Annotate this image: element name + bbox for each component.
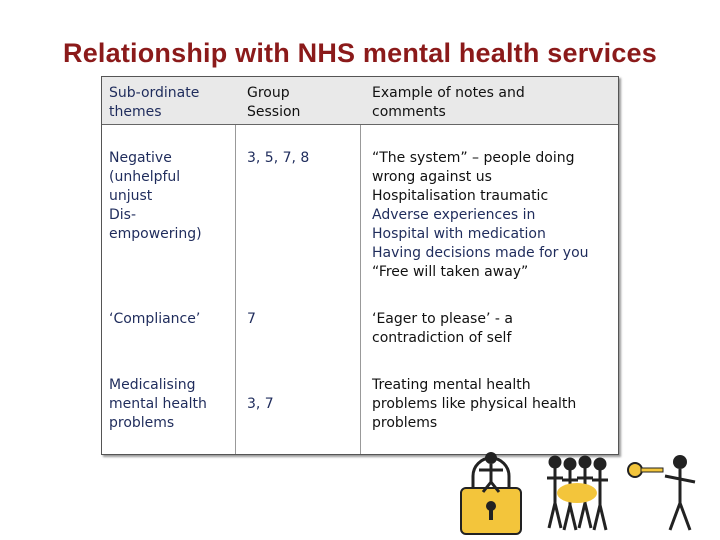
theme-cell: Medicalising mental health problems: [109, 377, 207, 431]
header-subordinate-themes: Sub-ordinate themes: [109, 85, 200, 120]
table-row: [102, 142, 618, 292]
session-cell: 3, 5, 7, 8: [247, 150, 310, 166]
theme-cell: Negative (unhelpful unjust Dis- empowering): [109, 150, 202, 242]
comment-cell: “The system” – people doing wrong against us Hospitalisation traumatic Adverse experiences in Hospital with medication Having decisions made for you “Free will taken away”: [372, 150, 589, 280]
page-title: Relationship with NHS mental health services: [63, 38, 657, 68]
header-example-notes: Example of notes and comments: [372, 85, 525, 120]
themes-table: [101, 76, 619, 455]
comment-cell: Treating mental health problems like physical health problems: [372, 377, 577, 431]
theme-cell: ‘Compliance’: [109, 311, 201, 327]
session-cell: 7: [247, 311, 256, 327]
table-row: [102, 369, 618, 449]
header-group-session: Group Session: [247, 85, 301, 120]
decorative-illustration: [455, 448, 705, 538]
table-row: [102, 303, 618, 363]
session-cell: 3, 7: [247, 396, 274, 412]
key-icon: [628, 455, 695, 530]
people-group-icon: [547, 457, 608, 530]
table-header-row: [102, 77, 618, 125]
comment-cell: ‘Eager to please’ - a contradiction of self: [372, 311, 513, 346]
padlock-icon: [461, 452, 521, 534]
